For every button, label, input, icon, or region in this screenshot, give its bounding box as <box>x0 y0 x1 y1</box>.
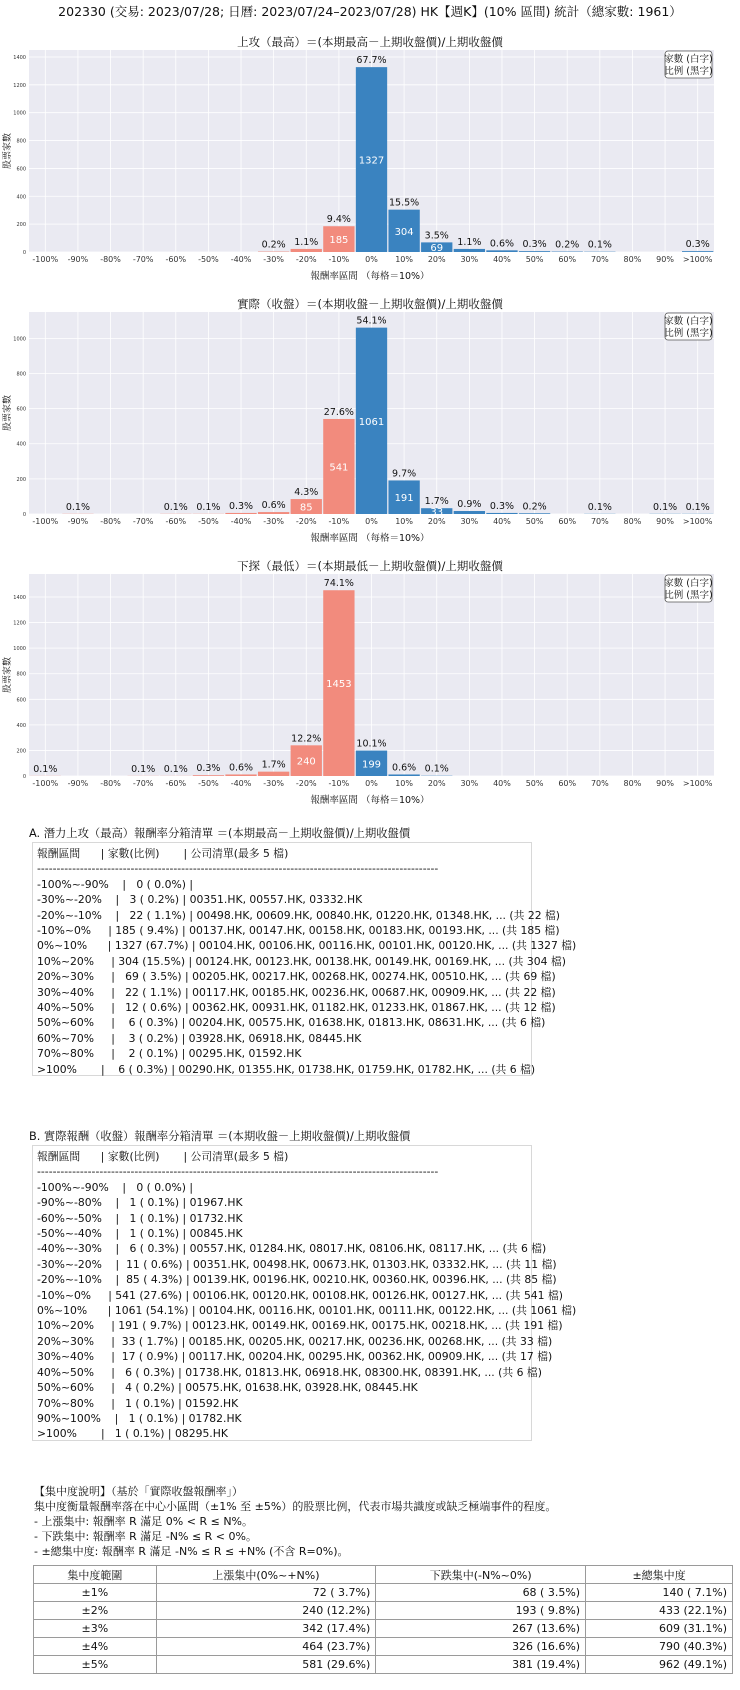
bar-pct-label: 0.1% <box>65 501 90 513</box>
x-tick-label: -40% <box>230 779 252 788</box>
bar-pct-label: 0.9% <box>457 499 482 511</box>
bar-pct-label: 0.1% <box>163 501 188 513</box>
table-cell: 464 (23.7%) <box>156 1638 376 1656</box>
y-tick-label: 600 <box>16 166 26 173</box>
x-tick-label: -60% <box>165 779 187 788</box>
table-cell: 326 (16.6%) <box>376 1638 586 1656</box>
list-item: 0%~10% | 1327 (67.7%) | 00104.HK, 00106.HK, 00116.HK, 00101.HK, 00120.HK, ... (共 1327 檔) <box>37 939 577 953</box>
list-header-row: 報酬區間 | 家數(比例) | 公司清單(最多 5 檔) <box>37 1150 289 1163</box>
x-tick-label: 30% <box>460 779 479 788</box>
list-item: -20%~-10% | 85 ( 4.3%) | 00139.HK, 00196.HK, 00210.HK, 00360.HK, 00396.HK, ... (共 85 檔) <box>37 1273 557 1287</box>
bar-pct-label: 0.6% <box>228 762 254 774</box>
chart-actual <box>0 296 740 558</box>
x-tick-label: -60% <box>165 517 187 526</box>
list-b-heading: B. 實際報酬（收盤）報酬率分箱清單 ＝(本期收盤－上期收盤價)/上期收盤價 <box>29 1130 411 1143</box>
table-cell: 609 (31.1%) <box>586 1620 733 1638</box>
x-tick-label: 60% <box>558 517 577 526</box>
y-tick-label: 800 <box>16 371 26 378</box>
x-tick-label: -70% <box>132 255 154 264</box>
concentration-rule-total: - ±總集中度: 報酬率 R 滿足 -N% ≤ R ≤ +N% (不含 R=0%)。 <box>34 1545 349 1558</box>
table-header-cell: 下跌集中(-N%~0%) <box>376 1566 586 1584</box>
list-separator: ------------------------------------------------------------------------------------------------------- <box>37 862 439 876</box>
bar <box>225 774 256 776</box>
bar-pct-label: 0.1% <box>424 763 449 775</box>
bar-count-label: 85 <box>299 502 313 514</box>
x-tick-label: 0% <box>365 255 378 264</box>
bar-pct-label: 0.6% <box>261 500 286 512</box>
x-tick-label: -90% <box>67 779 89 788</box>
y-tick-label: 1200 <box>13 82 26 89</box>
chart-title: 實際（收盤）＝(本期收盤－上期收盤價)/上期收盤價 <box>237 297 503 311</box>
list-item: >100% | 6 ( 0.3%) | 00290.HK, 01355.HK, 01738.HK, 01759.HK, 01782.HK, ... (共 6 檔) <box>37 1062 536 1076</box>
y-tick-label: 400 <box>16 441 26 448</box>
list-item: 0%~10% | 1061 (54.1%) | 00104.HK, 00116.HK, 00101.HK, 00111.HK, 00122.HK, ... (共 1061 檔) <box>37 1304 577 1318</box>
y-tick-label: 400 <box>16 722 26 729</box>
list-item: -30%~-20% | 3 ( 0.2%) | 00351.HK, 00557.HK, 03332.HK <box>37 893 363 907</box>
bar-count-label: 304 <box>394 226 414 238</box>
y-tick-label: 0 <box>22 250 26 256</box>
list-item: 40%~50% | 6 ( 0.3%) | 01738.HK, 01813.HK, 06918.HK, 08300.HK, 08391.HK, ... (共 6 檔) <box>37 1365 542 1379</box>
y-tick-label: 1400 <box>13 595 26 602</box>
concentration-rule-down: - 下跌集中: 報酬率 R 滿足 -N% ≤ R < 0%。 <box>34 1530 257 1543</box>
table-cell: 193 ( 9.8%) <box>376 1602 586 1620</box>
x-tick-label: -50% <box>198 517 219 526</box>
table-cell: 342 (17.4%) <box>156 1620 376 1638</box>
bar-pct-label: 0.6% <box>489 238 515 250</box>
y-tick-label: 200 <box>16 222 26 229</box>
x-tick-label: 70% <box>590 517 609 526</box>
list-item: 90%~100% | 1 ( 0.1%) | 01782.HK <box>37 1411 242 1425</box>
table-row <box>34 1638 733 1656</box>
chart-actual-svg <box>0 296 740 558</box>
x-axis-label: 報酬率區間 （每格＝10%） <box>310 533 430 544</box>
y-tick-label: 1000 <box>13 336 26 343</box>
x-tick-label: 20% <box>427 255 446 264</box>
list-item: -100%~-90% | 0 ( 0.0%) | <box>37 1180 194 1194</box>
bar <box>225 513 256 514</box>
bar-pct-label: 0.2% <box>555 239 580 251</box>
concentration-desc: 集中度衡量報酬率落在中心小區間（±1% 至 ±5%）的股票比例，代表市場共識度或缺乏極端事件的程度。 <box>34 1500 557 1513</box>
x-tick-label: -90% <box>67 517 89 526</box>
bar-pct-label: 1.1% <box>457 236 482 248</box>
bar <box>454 511 485 514</box>
x-tick-label: 10% <box>395 255 414 264</box>
bar <box>291 249 322 252</box>
bar <box>519 513 550 514</box>
y-tick-label: 1200 <box>13 620 26 627</box>
x-tick-label: -90% <box>67 255 89 264</box>
y-tick-label: 0 <box>22 774 26 780</box>
bar-pct-label: 0.1% <box>685 501 710 513</box>
bar-pct-label: 27.6% <box>323 406 354 418</box>
bar-pct-label: 0.3% <box>685 239 710 251</box>
x-tick-label: 90% <box>656 779 674 788</box>
table-header-cell: ±總集中度 <box>586 1566 733 1584</box>
list-item: -100%~-90% | 0 ( 0.0%) | <box>37 877 194 891</box>
list-item: -30%~-20% | 11 ( 0.6%) | 00351.HK, 00498.HK, 00673.HK, 01303.HK, 03332.HK, ... (共 11 檔) <box>37 1257 557 1271</box>
bar-pct-label: 0.1% <box>163 763 188 775</box>
x-tick-label: >100% <box>682 517 713 526</box>
x-tick-label: -60% <box>165 255 187 264</box>
x-tick-label: -80% <box>100 779 121 788</box>
x-tick-label: -40% <box>230 255 252 264</box>
x-tick-label: 40% <box>493 779 511 788</box>
bar-pct-label: 9.4% <box>326 214 351 226</box>
chart-title: 下探（最低）＝(本期最低－上期收盤價)/上期收盤價 <box>237 559 503 573</box>
y-axis-label: 股票家數 <box>3 132 13 170</box>
legend-line-count: 家數 (白字) <box>664 316 713 327</box>
x-tick-label: >100% <box>682 779 713 788</box>
x-tick-label: 10% <box>395 517 414 526</box>
bar-pct-label: 0.3% <box>228 500 254 512</box>
list-item: 30%~40% | 22 ( 1.1%) | 00117.HK, 00185.HK, 00236.HK, 00687.HK, 00909.HK, ... (共 22 檔) <box>37 985 556 999</box>
y-tick-label: 0 <box>22 512 26 518</box>
list-item: 20%~30% | 33 ( 1.7%) | 00185.HK, 00205.HK, 00217.HK, 00236.HK, 00268.HK, ... (共 33 檔) <box>37 1334 553 1348</box>
list-item: 10%~20% | 304 (15.5%) | 00124.HK, 00123.HK, 00138.HK, 00149.HK, 00169.HK, ... (共 304 檔) <box>37 954 566 968</box>
y-tick-label: 1000 <box>13 646 26 653</box>
x-tick-label: 90% <box>656 517 674 526</box>
table-header-row <box>34 1566 733 1584</box>
bar-count-label: 185 <box>329 235 349 247</box>
bar-pct-label: 0.6% <box>392 762 417 774</box>
bar-pct-label: 1.1% <box>294 236 319 248</box>
list-item: -90%~-80% | 1 ( 0.1%) | 01967.HK <box>37 1196 243 1210</box>
x-tick-label: 80% <box>623 779 642 788</box>
bar-count-label: 1061 <box>358 416 385 428</box>
bar-count-label: 240 <box>296 756 316 768</box>
page-title: 202330 (交易: 2023/07/28; 日曆: 2023/07/24–2023/07/28) HK【週K】(10% 區間) 統計（總家數: 1961） <box>58 4 682 19</box>
x-tick-label: -20% <box>295 779 317 788</box>
x-tick-label: 90% <box>656 255 674 264</box>
table-row <box>34 1620 733 1638</box>
bar-pct-label: 0.2% <box>522 501 547 513</box>
bar <box>486 513 517 514</box>
bar-count-label: 191 <box>394 493 414 505</box>
y-tick-label: 1000 <box>13 110 26 117</box>
x-tick-label: -100% <box>32 517 59 526</box>
x-tick-label: -20% <box>295 517 317 526</box>
bar-pct-label: 0.1% <box>131 763 156 775</box>
x-tick-label: 40% <box>493 517 511 526</box>
x-tick-label: 0% <box>365 517 378 526</box>
list-item: -60%~-50% | 1 ( 0.1%) | 01732.HK <box>37 1211 243 1225</box>
concentration-section <box>34 1484 734 1559</box>
list-separator: ------------------------------------------------------------------------------------------------------- <box>37 1165 439 1179</box>
chart-upside-svg <box>0 34 740 296</box>
list-item: 30%~40% | 17 ( 0.9%) | 00117.HK, 00204.HK, 00295.HK, 00362.HK, 00909.HK, ... (共 17 檔) <box>37 1350 553 1364</box>
bar-pct-label: 0.3% <box>489 500 515 512</box>
x-tick-label: -10% <box>328 517 350 526</box>
table-cell: 381 (19.4%) <box>376 1656 586 1674</box>
x-tick-label: 20% <box>427 779 446 788</box>
table-cell: 240 (12.2%) <box>156 1602 376 1620</box>
bar-pct-label: 0.1% <box>33 763 58 775</box>
x-tick-label: 30% <box>460 517 479 526</box>
x-tick-label: >100% <box>682 255 713 264</box>
x-tick-label: -30% <box>263 517 284 526</box>
x-axis-label: 報酬率區間 （每格＝10%） <box>310 795 430 806</box>
bar-pct-label: 4.3% <box>294 487 319 499</box>
list-item: 70%~80% | 2 ( 0.1%) | 00295.HK, 01592.HK <box>37 1047 302 1061</box>
bar-count-label: 199 <box>361 759 382 771</box>
chart-downside-svg <box>0 558 740 820</box>
table-cell: 581 (29.6%) <box>156 1656 376 1674</box>
bar-pct-label: 0.3% <box>196 763 221 775</box>
y-axis-label: 股票家數 <box>3 656 13 694</box>
bar-pct-label: 74.1% <box>323 578 354 590</box>
bar-pct-label: 0.1% <box>587 239 612 251</box>
x-tick-label: -30% <box>263 255 284 264</box>
x-tick-label: -50% <box>198 255 219 264</box>
bar <box>454 249 485 252</box>
legend-line-count: 家數 (白字) <box>664 54 713 65</box>
table-cell: ±1% <box>34 1584 157 1602</box>
y-tick-label: 600 <box>16 697 26 704</box>
list-item: -10%~0% | 185 ( 9.4%) | 00137.HK, 00147.HK, 00158.HK, 00183.HK, 00193.HK, ... (共 185 檔) <box>37 924 560 938</box>
bar <box>682 251 713 252</box>
bar-pct-label: 9.7% <box>392 468 417 480</box>
y-tick-label: 400 <box>16 194 26 201</box>
x-tick-label: -10% <box>328 779 350 788</box>
list-item: >100% | 1 ( 0.1%) | 08295.HK <box>37 1427 228 1441</box>
table-header-cell: 上漲集中(0%~+N%) <box>156 1566 376 1584</box>
bar-count-label: 33 <box>430 507 444 519</box>
chart-downside <box>0 558 740 820</box>
table-header-cell: 集中度範圍 <box>34 1566 157 1584</box>
x-tick-label: 30% <box>460 255 479 264</box>
bar-pct-label: 1.7% <box>261 759 286 771</box>
x-tick-label: 80% <box>623 517 642 526</box>
x-tick-label: 60% <box>558 779 577 788</box>
y-tick-label: 200 <box>16 748 26 755</box>
concentration-rule-up: - 上漲集中: 報酬率 R 滿足 0% < R ≤ N%。 <box>34 1515 253 1528</box>
x-tick-label: 50% <box>525 255 544 264</box>
x-tick-label: -40% <box>230 517 252 526</box>
bar <box>519 251 550 252</box>
table-cell: 140 ( 7.1%) <box>586 1584 733 1602</box>
x-tick-label: -50% <box>198 779 219 788</box>
table-cell: ±3% <box>34 1620 157 1638</box>
list-b-box <box>32 1145 577 1441</box>
x-tick-label: 60% <box>558 255 577 264</box>
bar <box>388 774 419 776</box>
x-tick-label: 40% <box>493 255 511 264</box>
list-item: 60%~70% | 3 ( 0.2%) | 03928.HK, 06918.HK, 08445.HK <box>37 1031 362 1045</box>
x-tick-label: -10% <box>328 255 350 264</box>
bar-count-label: 1327 <box>358 155 385 167</box>
legend-line-ratio: 比例 (黑字) <box>664 66 713 77</box>
x-tick-label: -20% <box>295 255 317 264</box>
list-item: 50%~60% | 6 ( 0.3%) | 00204.HK, 00575.HK, 01638.HK, 01813.HK, 08631.HK, ... (共 6 檔) <box>37 1016 546 1030</box>
list-item: 50%~60% | 4 ( 0.2%) | 00575.HK, 01638.HK, 03928.HK, 08445.HK <box>37 1381 418 1395</box>
list-item: -10%~0% | 541 (27.6%) | 00106.HK, 00120.HK, 00108.HK, 00126.HK, 00127.HK, ... (共 541 檔) <box>37 1288 563 1302</box>
list-item: 10%~20% | 191 ( 9.7%) | 00123.HK, 00149.HK, 00169.HK, 00175.HK, 00218.HK, ... (共 191 檔) <box>37 1319 563 1333</box>
x-tick-label: -100% <box>32 255 59 264</box>
x-tick-label: 10% <box>395 779 414 788</box>
table-cell: ±5% <box>34 1656 157 1674</box>
y-axis-label: 股票家數 <box>3 394 13 432</box>
y-tick-label: 1400 <box>13 54 26 61</box>
table-cell: 433 (22.1%) <box>586 1602 733 1620</box>
chart-upside <box>0 34 740 296</box>
bar-pct-label: 0.1% <box>587 501 612 513</box>
list-a-heading: A. 潛力上攻（最高）報酬率分箱清單 ＝(本期最高－上期收盤價)/上期收盤價 <box>29 827 411 840</box>
x-tick-label: 50% <box>525 779 544 788</box>
list-item: -20%~-10% | 22 ( 1.1%) | 00498.HK, 00609.HK, 00840.HK, 01220.HK, 01348.HK, ... (共 22 檔) <box>37 908 561 922</box>
bar <box>486 250 517 252</box>
bar-count-label: 1453 <box>326 679 352 691</box>
x-tick-label: -80% <box>100 255 121 264</box>
bar-pct-label: 0.1% <box>653 501 678 513</box>
table-cell: ±2% <box>34 1602 157 1620</box>
bar-pct-label: 0.1% <box>196 501 221 513</box>
legend-line-count: 家數 (白字) <box>664 578 713 589</box>
x-tick-label: -70% <box>132 517 154 526</box>
list-item: -50%~-40% | 1 ( 0.1%) | 00845.HK <box>37 1227 243 1241</box>
x-tick-label: -80% <box>100 517 121 526</box>
table-cell: 68 ( 3.5%) <box>376 1584 586 1602</box>
table-cell: 72 ( 3.7%) <box>156 1584 376 1602</box>
table-cell: 790 (40.3%) <box>586 1638 733 1656</box>
table-cell: 962 (49.1%) <box>586 1656 733 1674</box>
table-cell: 267 (13.6%) <box>376 1620 586 1638</box>
bar-pct-label: 67.7% <box>356 55 387 67</box>
y-tick-label: 800 <box>16 671 26 678</box>
concentration-table <box>33 1565 733 1674</box>
table-row <box>34 1656 733 1674</box>
bar-count-label: 69 <box>430 243 444 255</box>
x-tick-label: -70% <box>132 779 154 788</box>
bar <box>193 775 224 776</box>
x-tick-label: 0% <box>365 779 378 788</box>
y-tick-label: 800 <box>16 138 26 145</box>
x-tick-label: 70% <box>590 255 609 264</box>
bar-pct-label: 0.2% <box>261 239 286 251</box>
table-row <box>34 1584 733 1602</box>
concentration-title: 【集中度說明】（基於「實際收盤報酬率」） <box>34 1485 243 1498</box>
bar <box>258 512 289 514</box>
x-tick-label: 80% <box>623 255 642 264</box>
table-cell: ±4% <box>34 1638 157 1656</box>
bar-pct-label: 10.1% <box>356 738 387 750</box>
table-row <box>34 1602 733 1620</box>
bar-pct-label: 15.5% <box>389 197 420 209</box>
bar-count-label: 541 <box>329 462 349 474</box>
x-tick-label: -30% <box>263 779 284 788</box>
bar-pct-label: 3.5% <box>424 230 449 242</box>
bar-pct-label: 0.3% <box>522 239 547 251</box>
bar-pct-label: 1.7% <box>424 496 449 508</box>
list-item: 20%~30% | 69 ( 3.5%) | 00205.HK, 00217.HK, 00268.HK, 00274.HK, 00510.HK, ... (共 69 檔) <box>37 970 556 984</box>
list-a-box <box>32 842 577 1076</box>
list-header-row: 報酬區間 | 家數(比例) | 公司清單(最多 5 檔) <box>37 847 289 860</box>
legend-line-ratio: 比例 (黑字) <box>664 328 713 339</box>
x-tick-label: 70% <box>590 779 609 788</box>
y-tick-label: 600 <box>16 406 26 413</box>
list-item: -40%~-30% | 6 ( 0.3%) | 00557.HK, 01284.HK, 08017.HK, 08106.HK, 08117.HK, ... (共 6 檔) <box>37 1242 547 1256</box>
y-tick-label: 200 <box>16 476 26 483</box>
bar <box>258 772 289 776</box>
x-tick-label: 20% <box>427 517 446 526</box>
x-tick-label: -100% <box>32 779 59 788</box>
x-tick-label: 50% <box>525 517 544 526</box>
bar-pct-label: 54.1% <box>356 315 387 327</box>
legend-line-ratio: 比例 (黑字) <box>664 590 713 601</box>
bar-pct-label: 12.2% <box>291 733 322 745</box>
x-axis-label: 報酬率區間 （每格＝10%） <box>310 271 430 282</box>
list-item: 40%~50% | 12 ( 0.6%) | 00362.HK, 00931.HK, 01182.HK, 01233.HK, 01867.HK, ... (共 12 檔) <box>37 1001 556 1015</box>
list-item: 70%~80% | 1 ( 0.1%) | 01592.HK <box>37 1396 239 1410</box>
chart-title: 上攻（最高）＝(本期最高－上期收盤價)/上期收盤價 <box>237 35 503 49</box>
